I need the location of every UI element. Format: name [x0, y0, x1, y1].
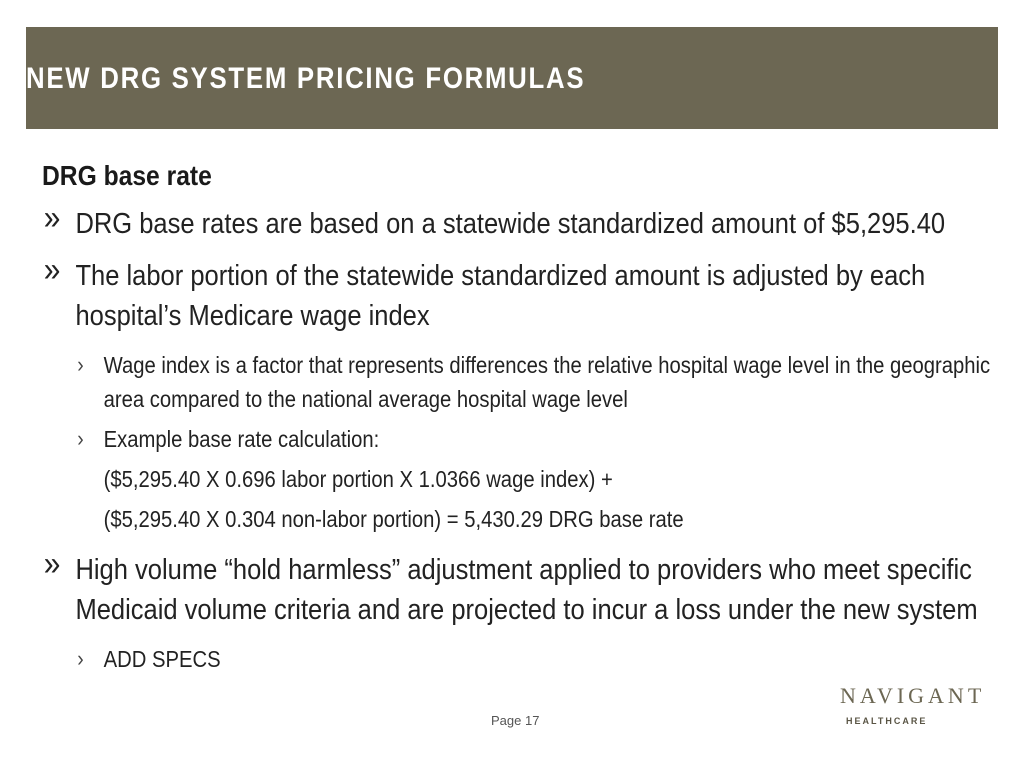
sub-bullet-text: Wage index is a factor that represents differences the relative hospital wage level in the geographic area compared to the national average hospital wage level: [103, 352, 991, 412]
slide-content: [42, 160, 991, 682]
sub-bullet-item: [42, 642, 1019, 676]
logo-subtext: HEALTHCARE: [846, 716, 928, 726]
bullet-marker: »: [43, 199, 61, 237]
sub-bullet-item: [42, 348, 1019, 416]
bullet-item: [42, 199, 991, 244]
calculation-line: ($5,295.40 X 0.304 non-labor portion) = 5,430.29 DRG base rate: [103, 506, 684, 532]
sub-bullet-marker: ›: [77, 646, 84, 671]
sub-bullet-text: ADD SPECS: [103, 646, 221, 672]
sub-bullet-item: [42, 422, 1019, 456]
calculation-line: ($5,295.40 X 0.696 labor portion X 1.0366 wage index) +: [103, 466, 613, 492]
logo-wordmark: NAVIGANT: [840, 683, 986, 708]
content-body: [42, 160, 991, 676]
section-heading: DRG base rate: [42, 160, 212, 191]
bullet-text: High volume “hold harmless” adjustment applied to providers who meet specific Medicaid volume criteria and are projected to incur a loss under the new system: [75, 554, 978, 626]
bullet-text: The labor portion of the statewide standardized amount is adjusted by each hospital’s Medicare wage index: [75, 260, 926, 332]
navigant-logo: [840, 683, 986, 731]
bullet-item: [42, 251, 991, 336]
page-number: Page 17: [491, 713, 540, 728]
bullet-text: DRG base rates are based on a statewide standardized amount of $5,295.40: [75, 208, 946, 240]
slide-title: NEW DRG SYSTEM PRICING FORMULAS: [26, 62, 586, 95]
bullet-marker: »: [43, 251, 61, 289]
bullet-item: [42, 545, 991, 630]
bullet-marker: »: [43, 545, 61, 583]
sub-bullet-text: Example base rate calculation:: [103, 426, 380, 452]
sub-bullet-marker: ›: [77, 352, 84, 377]
sub-bullet-marker: ›: [77, 426, 84, 451]
